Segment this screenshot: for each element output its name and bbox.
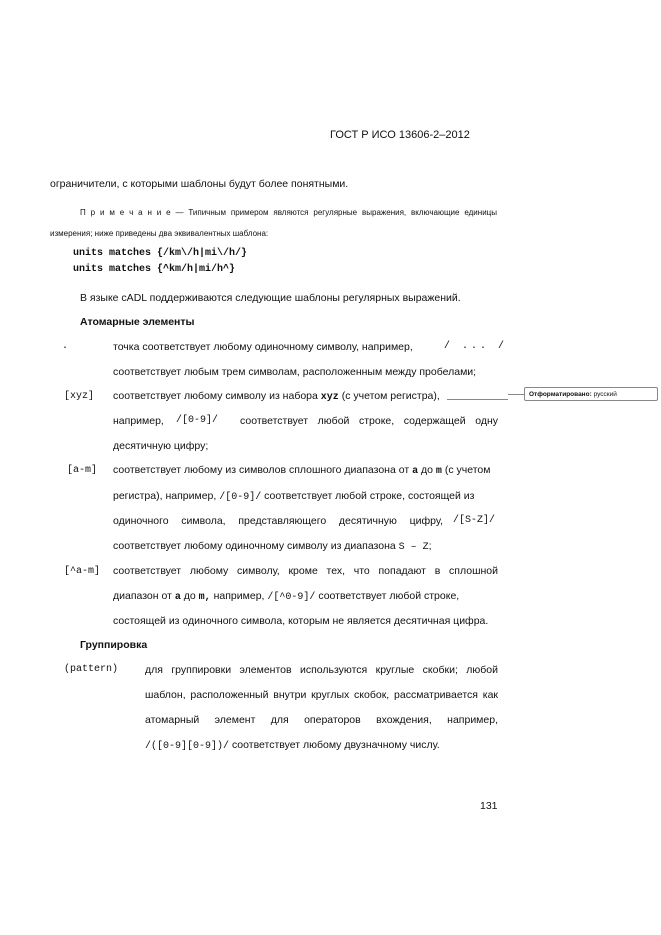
- atomic-heading: Атомарные элементы: [80, 316, 195, 328]
- am-desc-line-1: [113, 464, 490, 477]
- pattern-desc-end: соответствует любому двузначному числу.: [231, 739, 440, 751]
- nam-desc-line-2-start: диапазон от: [113, 590, 172, 602]
- comment-label: Отформатировано:: [529, 391, 592, 398]
- am-desc-line-4-end: ;: [428, 540, 432, 552]
- nam-desc-m: m,: [198, 592, 211, 603]
- term-a-m: [a-m]: [67, 465, 98, 476]
- nam-desc-end: соответствует любой строке,: [318, 590, 460, 602]
- xyz-desc-line-2-start: например,: [113, 415, 164, 427]
- pattern-desc-code: /([0-9][0-9])/: [145, 741, 230, 752]
- comment-connector-tail: [508, 394, 524, 395]
- format-comment-balloon[interactable]: [524, 387, 658, 401]
- am-desc-line-2-end: соответствует любой строке, состоящей из: [264, 490, 475, 502]
- supported-patterns-text: В языке cADL поддерживаются следующие шаблоны регулярных выражений.: [80, 292, 461, 304]
- am-desc-line-4-code: S – Z: [398, 542, 429, 553]
- dot-desc-code: / ... /: [444, 341, 508, 352]
- xyz-desc-line-1: [113, 390, 440, 403]
- dot-desc-line-1: точка соответствует любому одиночному символу, например,: [113, 341, 413, 353]
- xyz-desc-line-2-end: соответствует любой строке, содержащей одну: [240, 415, 498, 427]
- note-line-2: измерения; ниже приведены два эквивалентных шаблона:: [50, 229, 269, 238]
- standard-header: ГОСТ Р ИСО 13606-2–2012: [330, 129, 470, 141]
- xyz-desc-line-3: десятичную цифру;: [113, 440, 209, 452]
- pattern-desc-line-3: атомарный элемент для операторов вхождения, например,: [145, 714, 498, 726]
- intro-text: ограничители, с которыми шаблоны будут более понятными.: [50, 178, 349, 190]
- nam-desc-code: /[^0-9]/: [267, 592, 316, 603]
- comment-value: русский: [593, 391, 617, 398]
- term-not-a-m: [^a-m]: [64, 566, 101, 577]
- note-line-1: П р и м е ч а н и е — Типичным примером являются регулярные выражения, включающие единицы: [80, 208, 497, 217]
- pattern-desc-line-4: [145, 739, 440, 752]
- am-desc-line-4-start: соответствует любому одиночному символу из диапазона: [113, 540, 396, 552]
- am-desc-line-2-code: /[0-9]/: [219, 492, 262, 503]
- xyz-desc-line-2-code: /[0-9]/: [176, 415, 219, 426]
- am-desc-line-4: [113, 540, 432, 553]
- am-desc-a: a: [412, 466, 419, 477]
- am-desc-start: соответствует любому из символов сплошного диапазона от: [113, 464, 410, 476]
- am-desc-line-3-code: /[S-Z]/: [453, 515, 496, 526]
- am-desc-end: (с учетом: [444, 464, 491, 476]
- code-example-2: units matches {^km/h|mi/h^}: [73, 264, 236, 275]
- xyz-desc-start: соответствует любому символу из набора: [113, 390, 318, 402]
- nam-desc-line-3: состоящей из одиночного символа, которым не является десятичная цифра.: [113, 615, 489, 627]
- nam-desc-mid: например,: [213, 590, 265, 602]
- term-pattern: (pattern): [64, 664, 119, 675]
- code-example-1: units matches {/km\/h|mi\/h/}: [73, 248, 248, 259]
- nam-desc-line-2: [113, 590, 459, 603]
- dot-desc-line-2: соответствует любым трем символам, расположенным между пробелами;: [113, 366, 477, 378]
- pattern-desc-line-2: шаблон, расположенный внутри круглых скобок, рассматривается как: [145, 689, 498, 701]
- term-dot: .: [62, 341, 69, 352]
- xyz-desc-code: xyz: [320, 392, 339, 403]
- grouping-heading: Группировка: [80, 639, 148, 651]
- term-xyz: [xyz]: [64, 391, 95, 402]
- pattern-desc-line-1: для группировки элементов используются круглые скобки; любой: [145, 664, 498, 676]
- am-desc-m: m: [435, 466, 442, 477]
- xyz-desc-end: (с учетом регистра),: [341, 390, 440, 402]
- nam-desc-line-1: соответствует любому символу, кроме тех, что попадают в сплошной: [113, 565, 498, 577]
- page-number: 131: [480, 800, 498, 812]
- am-desc-do: до: [421, 464, 433, 476]
- nam-desc-do: до: [183, 590, 196, 602]
- am-desc-line-2: [113, 490, 474, 503]
- am-desc-line-3: одиночного символа, представляющего десятичную цифру,: [113, 515, 443, 527]
- am-desc-line-2-start: регистра), например,: [113, 490, 217, 502]
- nam-desc-a: a: [174, 592, 181, 603]
- comment-connector-line: [447, 399, 508, 400]
